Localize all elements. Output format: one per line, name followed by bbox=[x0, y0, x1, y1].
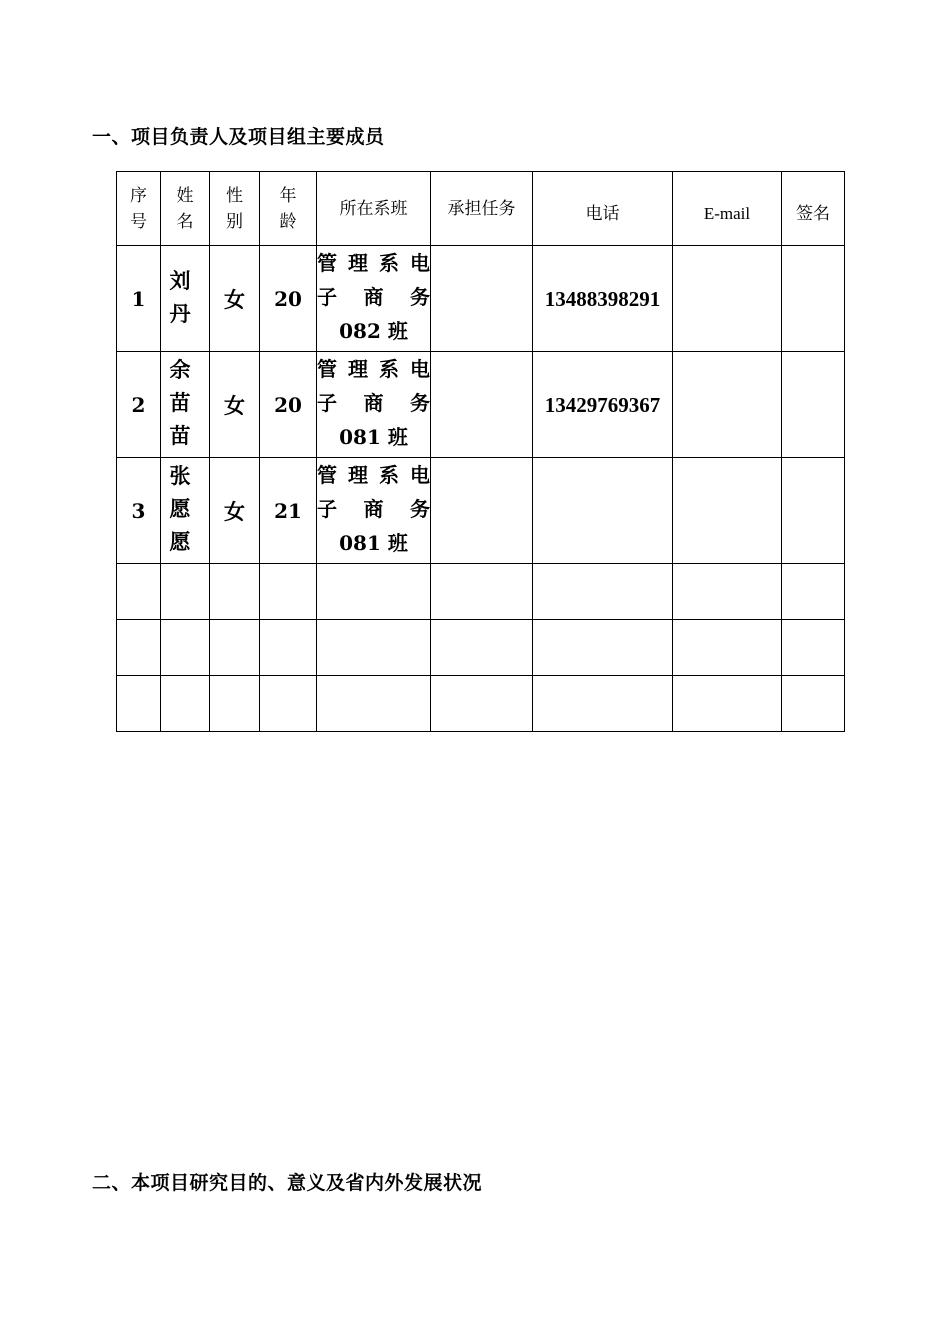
row-email bbox=[673, 246, 782, 352]
table-row bbox=[117, 458, 845, 564]
header-gender: 性 别 bbox=[210, 172, 260, 246]
row-name: 张愿愿 bbox=[161, 458, 210, 564]
row-name: 刘丹 bbox=[161, 246, 210, 352]
row-phone: 13488398291 bbox=[533, 246, 673, 352]
row-gender: 女 bbox=[210, 246, 260, 352]
row-age: 21 bbox=[260, 458, 317, 564]
row-age: 20 bbox=[260, 352, 317, 458]
section-1-title: 一、项目负责人及项目组主要成员 bbox=[92, 126, 385, 148]
header-index: 序 号 bbox=[117, 172, 161, 246]
header-signature: 签名 bbox=[782, 172, 845, 246]
row-phone: 13429769367 bbox=[533, 352, 673, 458]
header-name: 姓 名 bbox=[161, 172, 210, 246]
row-signature bbox=[782, 458, 845, 564]
member-table bbox=[116, 171, 845, 732]
row-department: 管理系电 子商务 081 班 bbox=[317, 458, 431, 564]
header-email: E-mail bbox=[673, 172, 782, 246]
empty-table-row bbox=[117, 564, 845, 620]
row-department: 管理系电 子商务 082 班 bbox=[317, 246, 431, 352]
row-signature bbox=[782, 352, 845, 458]
row-name: 余苗苗 bbox=[161, 352, 210, 458]
row-index: 2 bbox=[117, 352, 161, 458]
row-index: 1 bbox=[117, 246, 161, 352]
row-age: 20 bbox=[260, 246, 317, 352]
header-department: 所在系班 bbox=[317, 172, 431, 246]
section-2-title: 二、本项目研究目的、意义及省内外发展状况 bbox=[92, 1172, 483, 1194]
row-task bbox=[431, 352, 533, 458]
row-signature bbox=[782, 246, 845, 352]
header-age: 年 龄 bbox=[260, 172, 317, 246]
empty-table-row bbox=[117, 620, 845, 676]
header-phone: 电话 bbox=[533, 172, 673, 246]
row-department: 管理系电 子商务 081 班 bbox=[317, 352, 431, 458]
empty-table-row bbox=[117, 676, 845, 732]
row-gender: 女 bbox=[210, 352, 260, 458]
row-task bbox=[431, 246, 533, 352]
row-task bbox=[431, 458, 533, 564]
row-email bbox=[673, 352, 782, 458]
row-index: 3 bbox=[117, 458, 161, 564]
header-row bbox=[117, 172, 845, 246]
row-email bbox=[673, 458, 782, 564]
table-row bbox=[117, 352, 845, 458]
header-task: 承担任务 bbox=[431, 172, 533, 246]
row-phone bbox=[533, 458, 673, 564]
table-row bbox=[117, 246, 845, 352]
row-gender: 女 bbox=[210, 458, 260, 564]
